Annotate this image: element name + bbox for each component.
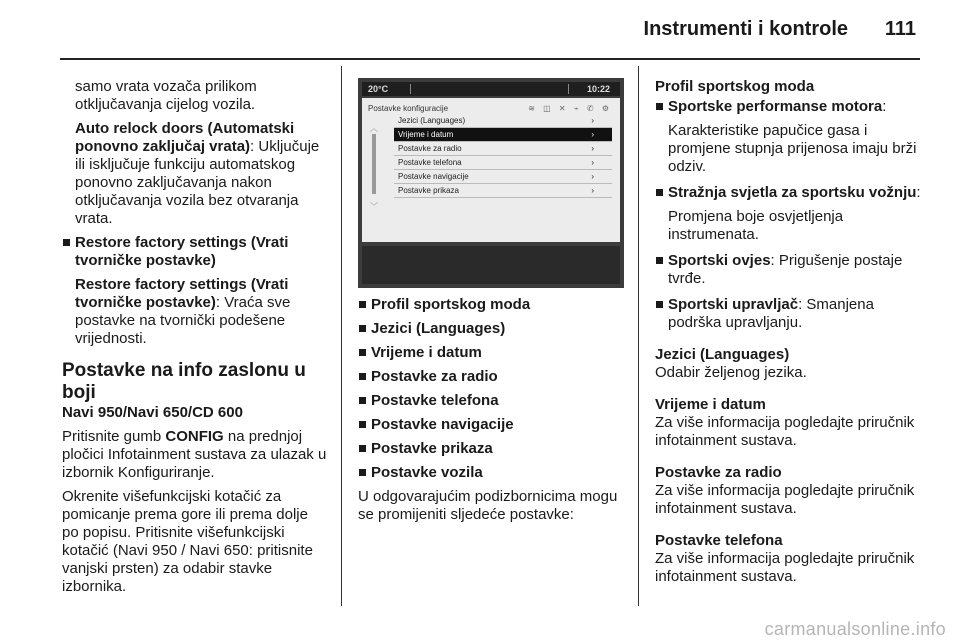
- radio-text: Za više informacija pogledajte priručnik infotainment sustava.: [655, 482, 915, 517]
- bullet-sport-suspension: [655, 252, 923, 288]
- page-header: [0, 0, 960, 62]
- column-divider-1: [341, 66, 342, 606]
- screen-bottom-bar: [362, 246, 620, 284]
- chevron-right-icon: ›: [591, 144, 594, 153]
- chevron-right-icon: ›: [591, 116, 594, 125]
- config-button-label: CONFIG: [165, 428, 224, 445]
- screen-status-bar: [362, 82, 620, 96]
- screen-temperature: 20°C: [368, 84, 389, 94]
- screen-menu-title: Postavke konfiguracije: [368, 104, 449, 113]
- radio-title: Postavke za radio: [655, 464, 782, 481]
- screen-menu-item: [394, 114, 612, 128]
- config-text-2: na prednjoj pločici Infotainment sustava za ulazak u izbornik Konfiguriranje.: [62, 428, 327, 481]
- paragraph-rotate: Okrenite višefunkcijski kotačić za pomicanje prema gore ili prema dolje po popisu. Pritisnite višefunkcijski kotačić (Navi 950 / Navi 650: pritisnite vanjski prsten) za odabir stavke izbornika.: [62, 488, 313, 595]
- status-separator: [410, 84, 411, 94]
- screen-menu-item-label: Postavke za radio: [398, 144, 462, 153]
- status-separator: [568, 84, 569, 94]
- menu-bullet-item: Profil sportskog moda: [358, 296, 624, 314]
- sport-lights-text: Promjena boje osvjetljenja instrumenata.: [668, 208, 844, 243]
- sport-engine-colon: :: [882, 98, 887, 115]
- menu-bullet-item: Jezici (Languages): [358, 320, 624, 338]
- chevron-right-icon: ›: [591, 130, 594, 139]
- block-languages: [655, 346, 923, 382]
- languages-text: Odabir željenog jezika.: [655, 364, 807, 381]
- phone-text: Za više informacija pogledajte priručnik infotainment sustava.: [655, 550, 915, 585]
- chevron-right-icon: ›: [591, 172, 594, 181]
- profil-title: Profil sportskog moda: [655, 78, 815, 95]
- sport-lights-label: Stražnja svjetla za sportsku vožnju: [668, 184, 917, 201]
- restore-text: : Vraća sve postavke na tvornički podešene vrijednosti.: [75, 294, 291, 347]
- menu-bullet-item: Postavke prikaza: [358, 440, 624, 458]
- sport-steering-text: : Smanjena podrška upravljanju.: [668, 296, 874, 331]
- screen-menu-item-label: Postavke telefona: [398, 158, 462, 167]
- screen-menu-item-label: Postavke navigacije: [398, 172, 469, 181]
- auto-relock-text: : Uključuje ili isključuje funkciju automatskog ponovno zaključavanja nakon otključavanja vozila bez otvaranja vrata.: [75, 138, 320, 227]
- scroll-bar: [372, 134, 376, 194]
- menu-bullet-item: Postavke navigacije: [358, 416, 624, 434]
- scroll-up-icon: ︿: [370, 124, 378, 133]
- chevron-right-icon: ›: [591, 158, 594, 167]
- infotainment-screen-image: [358, 78, 624, 288]
- screen-menu-item-label: Postavke prikaza: [398, 186, 459, 195]
- screen-menu-list: [394, 114, 612, 198]
- screen-menu-area: [362, 98, 620, 242]
- languages-title: Jezici (Languages): [655, 346, 790, 363]
- auto-relock-label: Auto relock doors (Automatski ponovno zaključaj vrata): [75, 120, 295, 155]
- sport-steering-label: Sportski upravljač: [668, 296, 799, 313]
- sport-engine-label: Sportske performanse motora: [668, 98, 883, 115]
- paragraph-auto-relock: [62, 120, 328, 228]
- chevron-right-icon: ›: [591, 186, 594, 195]
- bullet-sport-lights: [655, 184, 923, 202]
- column-2: [358, 78, 624, 530]
- time-date-text: Za više informacija pogledajte priručnik infotainment sustava.: [655, 414, 915, 449]
- screen-menu-item: [394, 128, 612, 142]
- header-rule: [60, 58, 920, 60]
- menu-bullet-item: Vrijeme i datum: [358, 344, 624, 362]
- section-subtitle: Navi 950/Navi 650/CD 600: [62, 404, 243, 421]
- time-date-title: Vrijeme i datum: [655, 396, 766, 413]
- column-3: [655, 78, 923, 600]
- scroll-down-icon: ﹀: [370, 202, 378, 211]
- sport-lights-colon: :: [916, 184, 921, 201]
- bullet-restore-factory: Restore factory settings (Vrati tvorničke postavke): [62, 234, 328, 270]
- menu-bullet-item: Postavke vozila: [358, 464, 624, 482]
- screen-menu-item-label: Jezici (Languages): [398, 116, 466, 125]
- block-radio: [655, 464, 923, 518]
- paragraph-submenus: U odgovarajućim podizbornicima mogu se promijeniti sljedeće postavke:: [358, 488, 618, 523]
- screen-menu-item-label: Vrijeme i datum: [398, 130, 454, 139]
- section-title: Postavke na info zaslonu u boji: [62, 360, 306, 403]
- screen-menu-item: [394, 142, 612, 156]
- block-phone: [655, 532, 923, 586]
- restore-label: Restore factory settings (Vrati tvorničke postavke): [75, 276, 289, 311]
- paragraph-config: [62, 428, 328, 482]
- screen-status-icons: ≋ ◫ ✕ ⌁ ✆ ⚙: [528, 104, 612, 113]
- sport-suspension-label: Sportski ovjes: [668, 252, 771, 269]
- menu-bullet-list: [358, 296, 624, 482]
- phone-title: Postavke telefona: [655, 532, 783, 549]
- watermark: carmanualsonline.info: [764, 619, 946, 639]
- page-number: 111: [884, 18, 916, 40]
- screen-time: 10:22: [586, 84, 610, 94]
- menu-bullet-item: Postavke telefona: [358, 392, 624, 410]
- screen-menu-item: [394, 156, 612, 170]
- screen-menu-item: [394, 184, 612, 198]
- header-title: Instrumenti i kontrole: [643, 18, 848, 40]
- menu-bullet-item: Postavke za radio: [358, 368, 624, 386]
- column-1: [62, 78, 328, 602]
- bullet-sport-steering: [655, 296, 923, 332]
- config-text-1: Pritisnite gumb: [62, 428, 166, 445]
- paragraph-driver-door: samo vrata vozača prilikom otključavanja cijelog vozila.: [75, 78, 257, 113]
- sport-suspension-text: : Prigušenje postaje tvrđe.: [668, 252, 903, 287]
- block-time-date: [655, 396, 923, 450]
- bullet-sport-engine: [655, 98, 923, 116]
- column-divider-2: [638, 66, 639, 606]
- sport-engine-text: Karakteristike papučice gasa i promjene stupnja prijenosa imaju brži odziv.: [668, 122, 917, 175]
- screen-menu-item: [394, 170, 612, 184]
- paragraph-restore: [62, 276, 328, 348]
